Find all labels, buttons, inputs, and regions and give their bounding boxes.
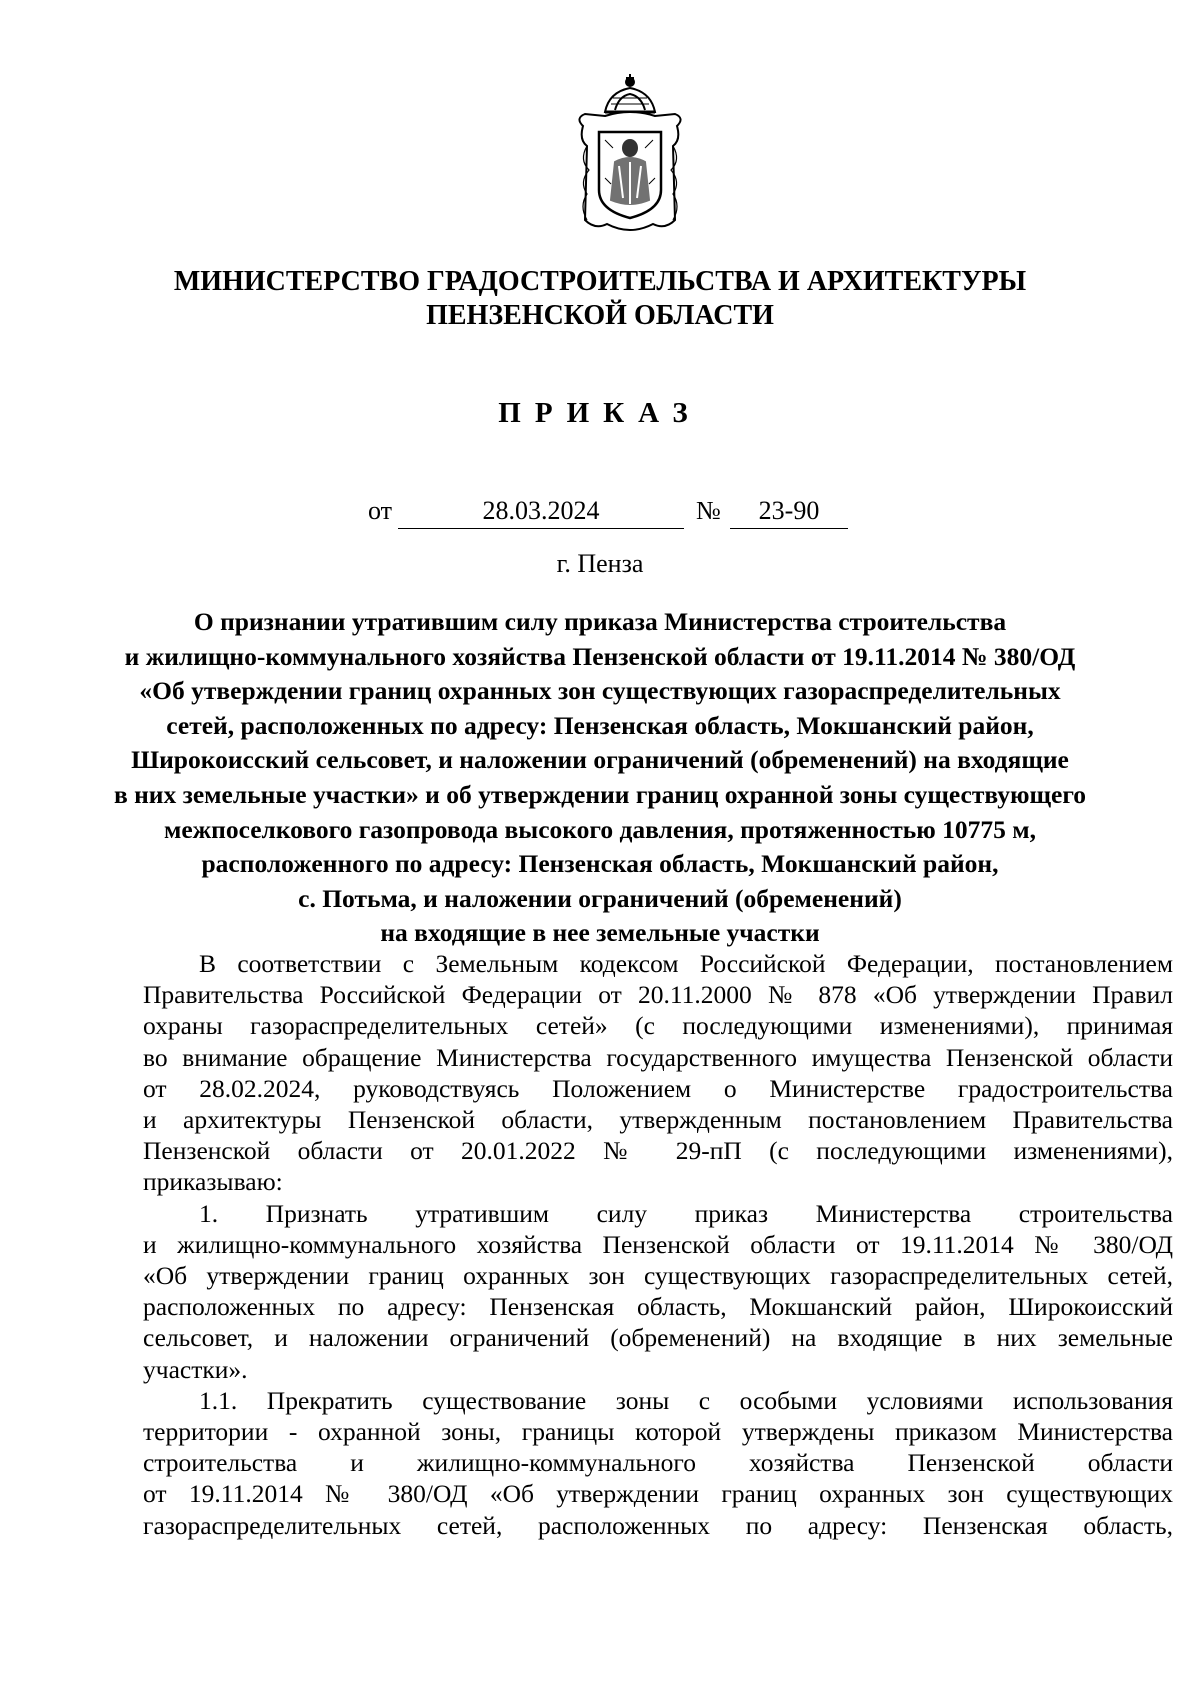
body-line: 1. Признать утратившим силу приказ Министерства строительства [199, 1198, 1173, 1228]
ministry-name-line-2: ПЕНЗЕНСКОЙ ОБЛАСТИ [426, 300, 774, 331]
order-date: 28.03.2024 [398, 496, 684, 529]
body-line: «Об утверждении границ охранных зон существующих газораспределительных сетей, [143, 1261, 1173, 1291]
body-line: расположенных по адресу: Пензенская область, Мокшанский район, Широкоисский [143, 1292, 1173, 1322]
body-line: от 19.11.2014 № 380/ОД «Об утверждении границ охранных зон существующих [143, 1479, 1173, 1509]
heading-line: расположенного по адресу: Пензенская область, Мокшанский район, [201, 849, 999, 879]
order-number: 23-90 [730, 496, 848, 529]
number-label: № [696, 496, 721, 525]
heading-line: сетей, расположенных по адресу: Пензенская область, Мокшанский район, [166, 710, 1034, 740]
heading-line: Широкоисский сельсовет, и наложении ограничений (обременений) на входящие [131, 745, 1069, 775]
heading-line: на входящие в нее земельные участки [380, 918, 820, 948]
heading-line: О признании утратившим силу приказа Министерства строительства [193, 607, 1007, 636]
body-line: Правительства Российской Федерации от 20.11.2000 № 878 «Об утверждении Правил [143, 980, 1173, 1010]
body-line: строительства и жилищно-коммунального хозяйства Пензенской области [143, 1448, 1173, 1478]
body-line: сельсовет, и наложении ограничений (обременений) на входящие в них земельные [143, 1323, 1173, 1353]
body-line: газораспределительных сетей, расположенных по адресу: Пензенская область, [143, 1510, 1173, 1540]
body-line: 1.1. Прекратить существование зоны с особыми условиями использования [199, 1385, 1173, 1415]
ministry-name-line-1: МИНИСТЕРСТВО ГРАДОСТРОИТЕЛЬСТВА И АРХИТЕКТУРЫ [173, 266, 1027, 297]
heading-line: «Об утверждении границ охранных зон существующих газораспределительных [139, 676, 1061, 706]
body-line: от 28.02.2024, руководствуясь Положением о Министерстве градостроительства [143, 1073, 1173, 1103]
penza-coat-of-arms-icon [565, 70, 695, 238]
body-line: В соответствии с Земельным кодексом Российской Федерации, постановлением [199, 949, 1173, 978]
order-date-number-row [0, 496, 1200, 536]
body-line: и жилищно-коммунального хозяйства Пензенской области от 19.11.2014 № 380/ОД [143, 1229, 1173, 1259]
body-line: территории - охранной зоны, границы которой утверждены приказом Министерства [143, 1417, 1173, 1447]
order-body [143, 948, 1173, 1541]
document-type-title: ПРИКАЗ [498, 397, 702, 429]
city: г. Пенза [556, 549, 644, 578]
body-line: приказываю: [143, 1167, 283, 1197]
heading-line: межпоселкового газопровода высокого давления, протяженностью 10775 м, [163, 814, 1037, 844]
ministry-name [130, 265, 1070, 333]
body-line: участки». [143, 1354, 248, 1384]
heading-line: в них земельные участки» и об утверждении границ охранной зоны существующего [113, 779, 1087, 809]
body-line: во внимание обращение Министерства государственного имущества Пензенской области [143, 1042, 1173, 1072]
body-line: и архитектуры Пензенской области, утвержденным постановлением Правительства [143, 1105, 1173, 1135]
order-heading [110, 605, 1090, 951]
body-line: охраны газораспределительных сетей» (с последующими изменениями), принимая [143, 1011, 1173, 1041]
date-label: от [368, 496, 393, 525]
heading-line: и жилищно-коммунального хозяйства Пензенской области от 19.11.2014 № 380/ОД [124, 641, 1076, 671]
body-line: Пензенской области от 20.01.2022 № 29-пП (с последующими изменениями), [143, 1136, 1173, 1166]
heading-line: с. Потьма, и наложении ограничений (обременений) [298, 883, 902, 913]
